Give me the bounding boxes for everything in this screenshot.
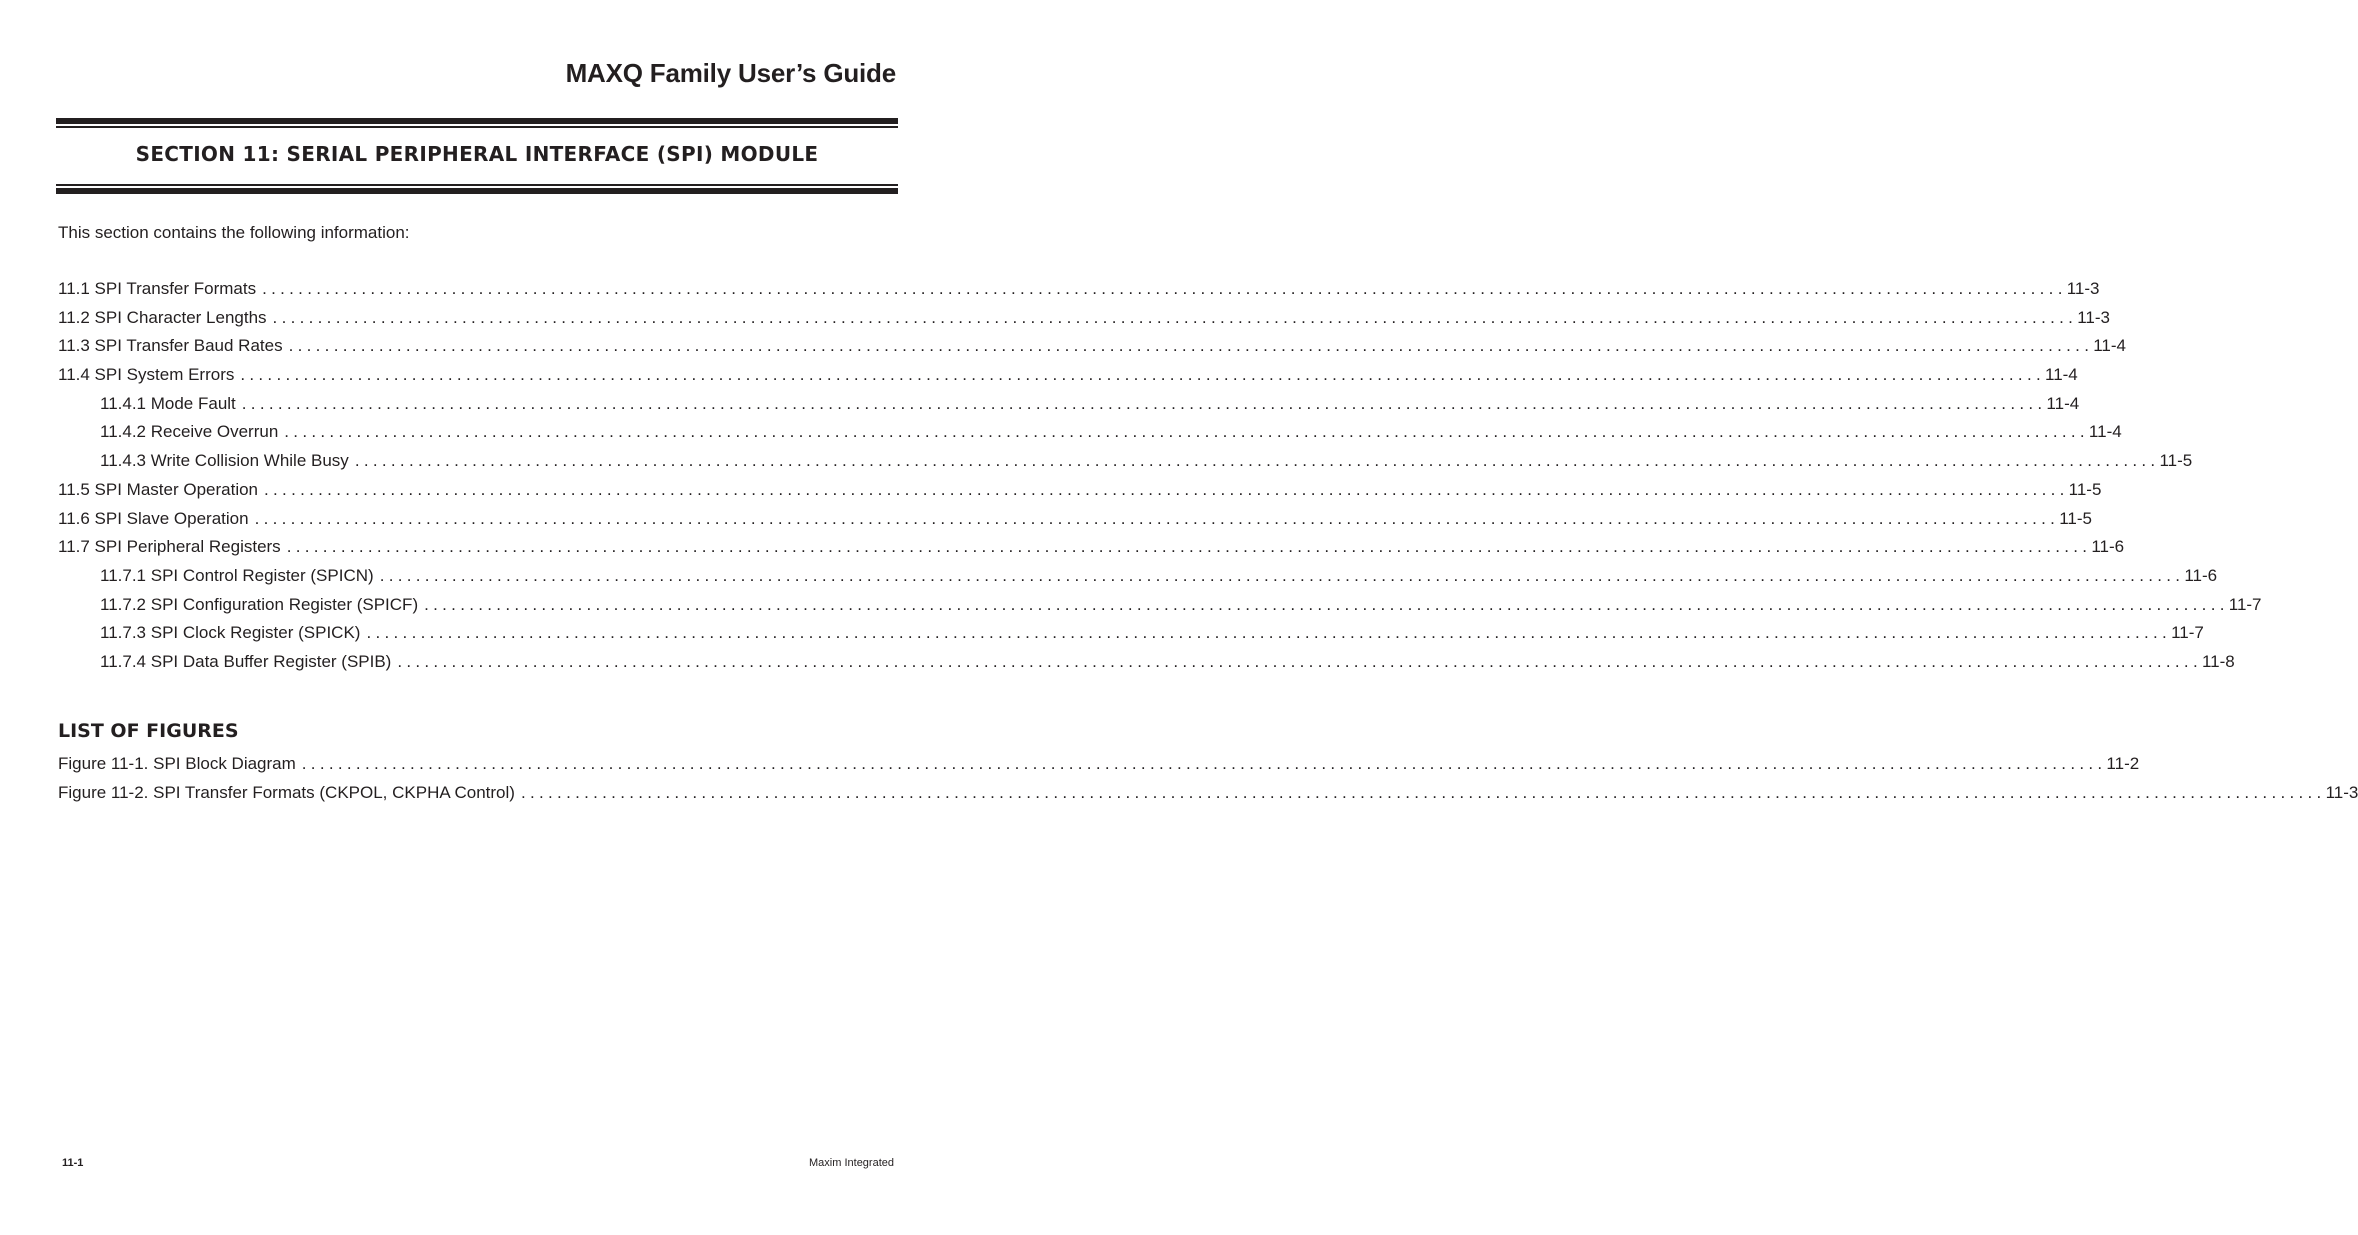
toc-entry-page: 11-5 xyxy=(2059,508,2092,528)
dot-leader: ........................................................................................................................................................................................................ xyxy=(424,594,2229,614)
toc-entry[interactable] xyxy=(58,393,2080,422)
dot-leader: ........................................................................................................................................................................................................ xyxy=(397,651,2202,671)
toc-entry-label: 11.3 SPI Transfer Baud Rates xyxy=(58,336,283,356)
toc-entry[interactable] xyxy=(58,536,2125,565)
list-of-figures xyxy=(58,753,2358,810)
dot-leader: ........................................................................................................................................................................................................ xyxy=(254,508,2060,528)
toc-entry-label: 11.7.3 SPI Clock Register (SPICK) xyxy=(100,623,361,643)
toc-entry[interactable] xyxy=(58,335,2126,364)
table-of-contents xyxy=(58,278,2262,680)
toc-entry-page: 11-3 xyxy=(2077,307,2110,327)
dot-leader: ........................................................................................................................................................................................................ xyxy=(354,451,2160,471)
toc-entry[interactable] xyxy=(58,364,2078,393)
top-divider xyxy=(56,118,898,128)
dot-leader: ........................................................................................................................................................................................................ xyxy=(379,565,2185,585)
toc-entry-label: 11.1 SPI Transfer Formats xyxy=(58,279,257,298)
toc-entry-page: 11-4 xyxy=(2093,336,2126,356)
dot-leader: ........................................................................................................................................................................................................ xyxy=(240,365,2045,385)
toc-entry-page: 11-4 xyxy=(2045,365,2078,385)
dot-leader: ........................................................................................................................................................................................................ xyxy=(288,336,2094,356)
dot-leader: ........................................................................................................................................................................................................ xyxy=(366,623,2172,643)
figure-entry[interactable] xyxy=(58,753,2140,782)
intro-text: This section contains the following information: xyxy=(58,223,410,242)
toc-entry-label: 11.4.3 Write Collision While Busy xyxy=(100,451,349,471)
dot-leader: ........................................................................................................................................................................................................ xyxy=(272,307,2078,327)
toc-entry-label: 11.2 SPI Character Lengths xyxy=(58,307,267,327)
bottom-divider xyxy=(56,184,898,194)
toc-entry-label: 11.5 SPI Master Operation xyxy=(58,479,259,499)
toc-entry-label: 11.7.1 SPI Control Register (SPICN) xyxy=(100,565,374,585)
guide-title: MAXQ Family User’s Guide xyxy=(565,58,896,88)
toc-entry-page: 11-8 xyxy=(2201,651,2235,671)
toc-entry[interactable] xyxy=(58,594,2262,623)
figure-entry-label: Figure 11-1. SPI Block Diagram xyxy=(58,754,296,773)
toc-entry[interactable] xyxy=(58,450,2193,479)
toc-entry-label: 11.4.1 Mode Fault xyxy=(100,393,236,413)
toc-entry-label: 11.7 SPI Peripheral Registers xyxy=(58,537,281,557)
figure-entry-page: 11-3 xyxy=(2325,782,2358,802)
dot-leader: ........................................................................................................................................................................................................ xyxy=(284,422,2089,442)
toc-entry[interactable] xyxy=(58,278,2100,307)
toc-entry[interactable] xyxy=(58,565,2218,594)
toc-entry[interactable] xyxy=(58,307,2110,336)
toc-entry-page: 11-5 xyxy=(2159,451,2193,471)
toc-entry[interactable] xyxy=(58,508,2092,537)
dot-leader: ........................................................................................................................................................................................................ xyxy=(264,479,2069,499)
footer-company: Maxim Integrated xyxy=(809,1157,894,1169)
toc-entry-label: 11.4 SPI System Errors xyxy=(58,365,235,385)
footer-page-number: 11-1 xyxy=(62,1157,84,1169)
dot-leader: ........................................................................................................................................................................................................ xyxy=(241,393,2047,413)
figure-entry[interactable] xyxy=(58,782,2358,811)
toc-entry[interactable] xyxy=(58,622,2204,651)
section-title: SECTION 11: SERIAL PERIPHERAL INTERFACE (SPI) MODULE xyxy=(135,142,819,166)
toc-entry-page: 11-3 xyxy=(2066,279,2100,298)
dot-leader: ........................................................................................................................................................................................................ xyxy=(301,754,2107,773)
toc-entry-label: 11.7.4 SPI Data Buffer Register (SPIB) xyxy=(100,651,392,671)
toc-entry-page: 11-4 xyxy=(2088,422,2122,442)
toc-entry-page: 11-7 xyxy=(2228,594,2262,614)
toc-entry-page: 11-6 xyxy=(2091,537,2125,557)
dot-leader: ........................................................................................................................................................................................................ xyxy=(520,782,2326,802)
toc-entry-page: 11-5 xyxy=(2068,479,2102,499)
toc-entry[interactable] xyxy=(58,479,2102,508)
dot-leader: ........................................................................................................................................................................................................ xyxy=(262,279,2067,298)
toc-entry-label: 11.4.2 Receive Overrun xyxy=(100,422,279,442)
list-of-figures-heading: LIST OF FIGURES xyxy=(58,720,239,742)
dot-leader: ........................................................................................................................................................................................................ xyxy=(286,537,2092,557)
toc-entry-label: 11.7.2 SPI Configuration Register (SPICF) xyxy=(100,594,419,614)
toc-entry-label: 11.6 SPI Slave Operation xyxy=(58,508,249,528)
toc-entry[interactable] xyxy=(58,651,2235,680)
toc-entry-page: 11-7 xyxy=(2171,623,2204,643)
toc-entry-page: 11-4 xyxy=(2046,393,2080,413)
toc-entry-page: 11-6 xyxy=(2184,565,2218,585)
toc-entry[interactable] xyxy=(58,421,2122,450)
figure-entry-page: 11-2 xyxy=(2106,754,2140,773)
figure-entry-label: Figure 11-2. SPI Transfer Formats (CKPOL, CKPHA Control) xyxy=(58,782,515,802)
